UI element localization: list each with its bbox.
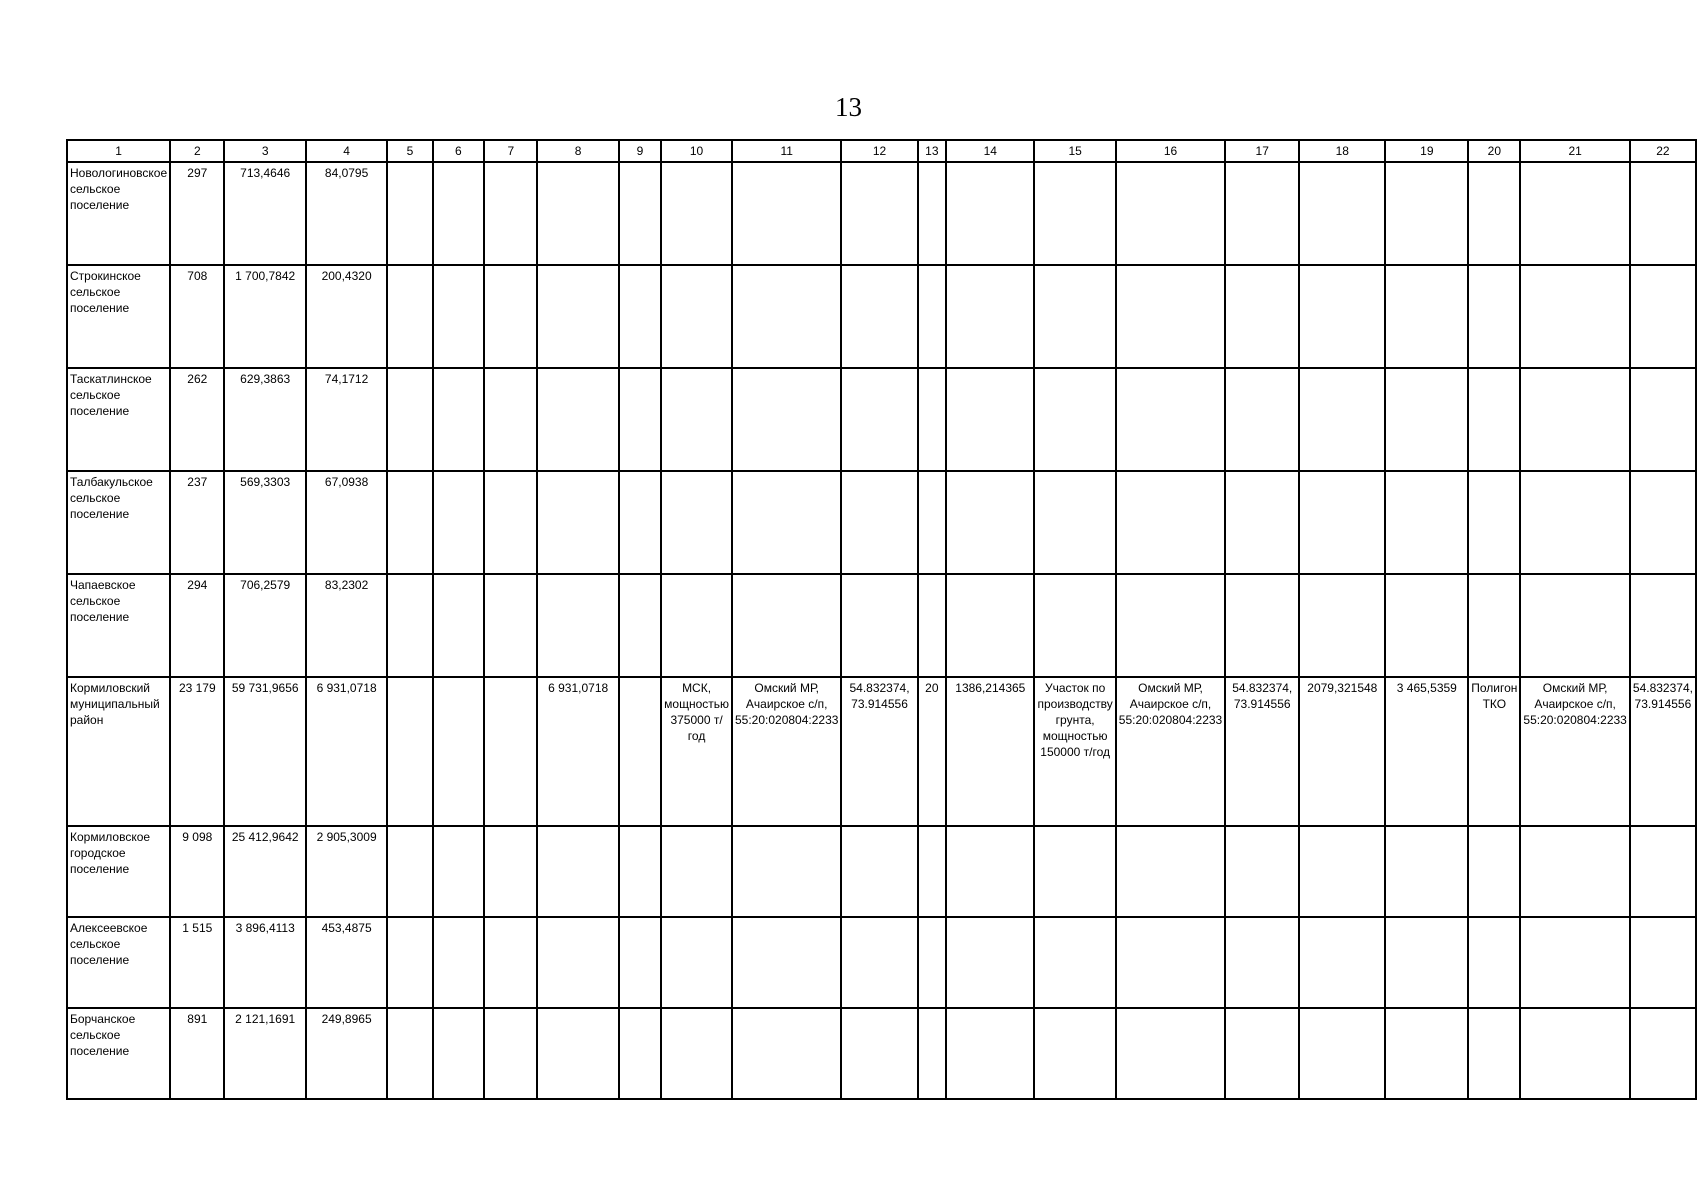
settlement-name: Таскатлинское сельское поселение [67, 368, 170, 471]
empty-cell [387, 368, 432, 471]
empty-cell [841, 1008, 917, 1099]
empty-cell [1520, 368, 1629, 471]
empty-cell [732, 1008, 841, 1099]
table-row [67, 917, 1696, 1008]
empty-cell [1034, 826, 1115, 917]
empty-cell [484, 917, 537, 1008]
empty-cell [1630, 265, 1696, 368]
empty-cell [1299, 826, 1385, 917]
cell-col-19: 3 465,5359 [1385, 677, 1468, 826]
cell-col-4: 67,0938 [306, 471, 387, 574]
empty-cell [1520, 162, 1629, 265]
empty-cell [1630, 1008, 1696, 1099]
empty-cell [918, 368, 947, 471]
empty-cell [946, 368, 1034, 471]
empty-cell [537, 471, 618, 574]
empty-cell [1034, 471, 1115, 574]
empty-cell [1468, 368, 1520, 471]
cell-col-4: 84,0795 [306, 162, 387, 265]
empty-cell [732, 368, 841, 471]
column-header: 9 [619, 140, 661, 162]
empty-cell [661, 162, 732, 265]
header-row [67, 140, 1696, 162]
cell-col-15: Участок по производству грунта, мощностью 150000 т/год [1034, 677, 1115, 826]
column-header: 4 [306, 140, 387, 162]
column-header: 2 [170, 140, 224, 162]
cell-col-3: 713,4646 [224, 162, 305, 265]
column-header: 11 [732, 140, 841, 162]
empty-cell [1116, 162, 1225, 265]
cell-col-3: 706,2579 [224, 574, 305, 677]
empty-cell [619, 368, 661, 471]
column-header: 3 [224, 140, 305, 162]
cell-col-4: 200,4320 [306, 265, 387, 368]
empty-cell [1385, 1008, 1468, 1099]
cell-col-2: 237 [170, 471, 224, 574]
cell-col-3: 3 896,4113 [224, 917, 305, 1008]
empty-cell [1299, 917, 1385, 1008]
cell-col-4: 249,8965 [306, 1008, 387, 1099]
empty-cell [1630, 162, 1696, 265]
column-header: 6 [433, 140, 485, 162]
empty-cell [387, 1008, 432, 1099]
empty-cell [1116, 471, 1225, 574]
cell-col-20: Полигон ТКО [1468, 677, 1520, 826]
empty-cell [1520, 574, 1629, 677]
empty-cell [1468, 471, 1520, 574]
settlement-name: Борчанское сельское поселение [67, 1008, 170, 1099]
empty-cell [1225, 368, 1299, 471]
settlement-name: Строкинское сельское поселение [67, 265, 170, 368]
empty-cell [1468, 265, 1520, 368]
empty-cell [619, 826, 661, 917]
empty-cell [484, 368, 537, 471]
empty-cell [1116, 826, 1225, 917]
empty-cell [1225, 1008, 1299, 1099]
empty-cell [661, 265, 732, 368]
empty-cell [1630, 574, 1696, 677]
cell-col-2: 23 179 [170, 677, 224, 826]
empty-cell [732, 471, 841, 574]
empty-cell [1116, 917, 1225, 1008]
empty-cell [433, 162, 485, 265]
empty-cell [918, 162, 947, 265]
table-row [67, 368, 1696, 471]
empty-cell [1034, 162, 1115, 265]
settlement-name: Талбакульское сельское поселение [67, 471, 170, 574]
empty-cell [1385, 162, 1468, 265]
table-row [67, 471, 1696, 574]
cell-col-4: 453,4875 [306, 917, 387, 1008]
empty-cell [841, 471, 917, 574]
empty-cell [387, 677, 432, 826]
empty-cell [387, 574, 432, 677]
empty-cell [1225, 265, 1299, 368]
empty-cell [918, 826, 947, 917]
empty-cell [732, 826, 841, 917]
empty-cell [661, 826, 732, 917]
cell-col-8: 6 931,0718 [537, 677, 618, 826]
column-header: 13 [918, 140, 947, 162]
empty-cell [1034, 368, 1115, 471]
empty-cell [918, 1008, 947, 1099]
empty-cell [433, 265, 485, 368]
empty-cell [619, 265, 661, 368]
empty-cell [1520, 265, 1629, 368]
empty-cell [918, 917, 947, 1008]
empty-cell [433, 826, 485, 917]
cell-col-14: 1386,214365 [946, 677, 1034, 826]
cell-col-2: 708 [170, 265, 224, 368]
empty-cell [918, 574, 947, 677]
empty-cell [433, 471, 485, 574]
empty-cell [433, 368, 485, 471]
cell-col-3: 59 731,9656 [224, 677, 305, 826]
cell-col-2: 262 [170, 368, 224, 471]
empty-cell [387, 826, 432, 917]
empty-cell [1299, 574, 1385, 677]
empty-cell [619, 162, 661, 265]
empty-cell [619, 574, 661, 677]
cell-col-11: Омский МР, Ачаирское с/п, 55:20:020804:2233 [732, 677, 841, 826]
empty-cell [1225, 917, 1299, 1008]
empty-cell [537, 1008, 618, 1099]
empty-cell [841, 826, 917, 917]
empty-cell [1630, 917, 1696, 1008]
table-row [67, 162, 1696, 265]
column-header: 7 [484, 140, 537, 162]
empty-cell [387, 471, 432, 574]
empty-cell [946, 1008, 1034, 1099]
cell-col-3: 25 412,9642 [224, 826, 305, 917]
empty-cell [1385, 574, 1468, 677]
empty-cell [732, 162, 841, 265]
cell-col-2: 891 [170, 1008, 224, 1099]
empty-cell [1385, 917, 1468, 1008]
empty-cell [1299, 471, 1385, 574]
empty-cell [1385, 368, 1468, 471]
empty-cell [1034, 1008, 1115, 1099]
cell-col-4: 74,1712 [306, 368, 387, 471]
empty-cell [661, 471, 732, 574]
column-header: 1 [67, 140, 170, 162]
cell-col-21: Омский МР, Ачаирское с/п, 55:20:020804:2233 [1520, 677, 1629, 826]
empty-cell [946, 574, 1034, 677]
empty-cell [946, 265, 1034, 368]
column-header: 20 [1468, 140, 1520, 162]
empty-cell [1034, 265, 1115, 368]
empty-cell [1520, 917, 1629, 1008]
column-header: 17 [1225, 140, 1299, 162]
empty-cell [537, 162, 618, 265]
empty-cell [537, 368, 618, 471]
cell-col-2: 294 [170, 574, 224, 677]
empty-cell [1385, 471, 1468, 574]
empty-cell [1116, 265, 1225, 368]
table-row [67, 1008, 1696, 1099]
empty-cell [946, 162, 1034, 265]
empty-cell [1034, 917, 1115, 1008]
column-header: 18 [1299, 140, 1385, 162]
empty-cell [1385, 265, 1468, 368]
empty-cell [1116, 574, 1225, 677]
empty-cell [484, 677, 537, 826]
cell-col-4: 83,2302 [306, 574, 387, 677]
empty-cell [1468, 1008, 1520, 1099]
empty-cell [387, 265, 432, 368]
table-row [67, 574, 1696, 677]
empty-cell [1225, 471, 1299, 574]
empty-cell [619, 677, 661, 826]
empty-cell [537, 917, 618, 1008]
column-header: 14 [946, 140, 1034, 162]
empty-cell [1034, 574, 1115, 677]
empty-cell [1468, 826, 1520, 917]
page-number: 13 [835, 92, 862, 122]
empty-cell [433, 574, 485, 677]
column-header: 19 [1385, 140, 1468, 162]
empty-cell [1520, 1008, 1629, 1099]
column-header: 5 [387, 140, 432, 162]
column-header: 21 [1520, 140, 1629, 162]
cell-col-10: МСК, мощностью 375000 т/год [661, 677, 732, 826]
empty-cell [1630, 471, 1696, 574]
cell-col-22: 54.832374, 73.914556 [1630, 677, 1696, 826]
empty-cell [841, 917, 917, 1008]
empty-cell [1299, 265, 1385, 368]
empty-cell [841, 574, 917, 677]
empty-cell [484, 826, 537, 917]
cell-col-12: 54.832374, 73.914556 [841, 677, 917, 826]
empty-cell [387, 917, 432, 1008]
empty-cell [841, 162, 917, 265]
table-row [67, 265, 1696, 368]
empty-cell [1520, 471, 1629, 574]
settlement-name: Кормиловское городское поселение [67, 826, 170, 917]
cell-col-2: 9 098 [170, 826, 224, 917]
table-row [67, 677, 1696, 826]
empty-cell [484, 1008, 537, 1099]
empty-cell [433, 1008, 485, 1099]
empty-cell [1116, 1008, 1225, 1099]
empty-cell [433, 917, 485, 1008]
table-row [67, 826, 1696, 917]
empty-cell [1299, 162, 1385, 265]
cell-col-16: Омский МР, Ачаирское с/п, 55:20:020804:2233 [1116, 677, 1225, 826]
empty-cell [918, 265, 947, 368]
cell-col-17: 54.832374, 73.914556 [1225, 677, 1299, 826]
cell-col-2: 1 515 [170, 917, 224, 1008]
empty-cell [1225, 574, 1299, 677]
empty-cell [484, 574, 537, 677]
empty-cell [1385, 826, 1468, 917]
empty-cell [537, 265, 618, 368]
column-header: 12 [841, 140, 917, 162]
cell-col-4: 6 931,0718 [306, 677, 387, 826]
empty-cell [619, 917, 661, 1008]
empty-cell [484, 471, 537, 574]
cell-col-3: 2 121,1691 [224, 1008, 305, 1099]
column-header: 16 [1116, 140, 1225, 162]
empty-cell [1468, 162, 1520, 265]
empty-cell [946, 917, 1034, 1008]
empty-cell [1630, 826, 1696, 917]
empty-cell [661, 574, 732, 677]
column-header: 8 [537, 140, 618, 162]
empty-cell [1468, 917, 1520, 1008]
empty-cell [619, 1008, 661, 1099]
empty-cell [661, 1008, 732, 1099]
empty-cell [1299, 1008, 1385, 1099]
cell-col-13: 20 [918, 677, 947, 826]
empty-cell [732, 574, 841, 677]
empty-cell [1116, 368, 1225, 471]
settlement-name: Алексеевское сельское поселение [67, 917, 170, 1008]
data-table [66, 139, 1697, 1100]
column-header: 22 [1630, 140, 1696, 162]
empty-cell [619, 471, 661, 574]
settlement-name: Новологиновское сельское поселение [67, 162, 170, 265]
empty-cell [1468, 574, 1520, 677]
empty-cell [1630, 368, 1696, 471]
cell-col-18: 2079,321548 [1299, 677, 1385, 826]
empty-cell [433, 677, 485, 826]
column-header: 10 [661, 140, 732, 162]
empty-cell [1225, 826, 1299, 917]
cell-col-3: 569,3303 [224, 471, 305, 574]
empty-cell [918, 471, 947, 574]
cell-col-3: 1 700,7842 [224, 265, 305, 368]
cell-col-3: 629,3863 [224, 368, 305, 471]
empty-cell [1225, 162, 1299, 265]
empty-cell [537, 826, 618, 917]
empty-cell [387, 162, 432, 265]
empty-cell [841, 265, 917, 368]
empty-cell [732, 265, 841, 368]
column-header: 15 [1034, 140, 1115, 162]
empty-cell [661, 917, 732, 1008]
empty-cell [484, 162, 537, 265]
empty-cell [1299, 368, 1385, 471]
cell-col-4: 2 905,3009 [306, 826, 387, 917]
empty-cell [484, 265, 537, 368]
settlement-name: Чапаевское сельское поселение [67, 574, 170, 677]
empty-cell [841, 368, 917, 471]
empty-cell [732, 917, 841, 1008]
empty-cell [537, 574, 618, 677]
empty-cell [1520, 826, 1629, 917]
settlement-name: Кормиловский муниципальный район [67, 677, 170, 826]
empty-cell [946, 471, 1034, 574]
cell-col-2: 297 [170, 162, 224, 265]
empty-cell [661, 368, 732, 471]
empty-cell [946, 826, 1034, 917]
